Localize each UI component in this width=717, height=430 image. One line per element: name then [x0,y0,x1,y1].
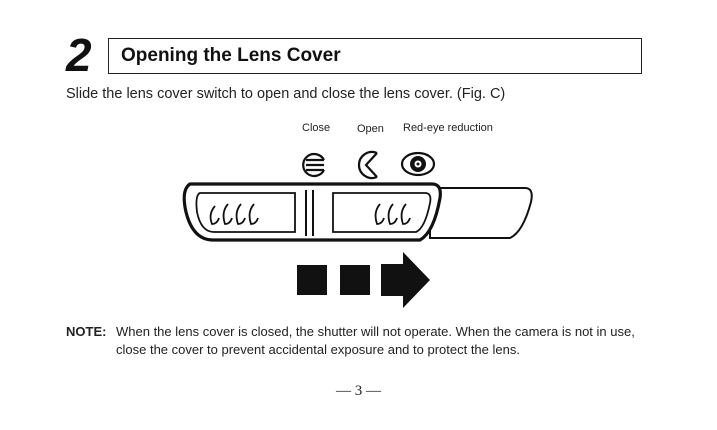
lens-closed-icon [303,154,324,176]
lens-cover-switch [184,184,532,240]
lens-open-icon [359,152,377,178]
slide-arrow-icon [297,252,430,308]
page-number: — 3 — [336,383,381,399]
label-close: Close [302,122,331,134]
note-label: NOTE: [66,324,107,339]
red-eye-icon [402,153,434,175]
label-open: Open [357,123,384,135]
intro-text: Slide the lens cover switch to open and close the lens cover. (Fig. C) [66,86,506,102]
step-number: 2 [66,29,92,81]
section-title: Opening the Lens Cover [121,45,341,66]
note-text: When the lens cover is closed, the shutter will not operate. When the camera is not in use, close the cover to prevent accidental exposure and to protect the lens. [116,324,635,357]
label-red-eye-reduction: Red-eye reduction [403,122,493,134]
note [66,323,656,359]
